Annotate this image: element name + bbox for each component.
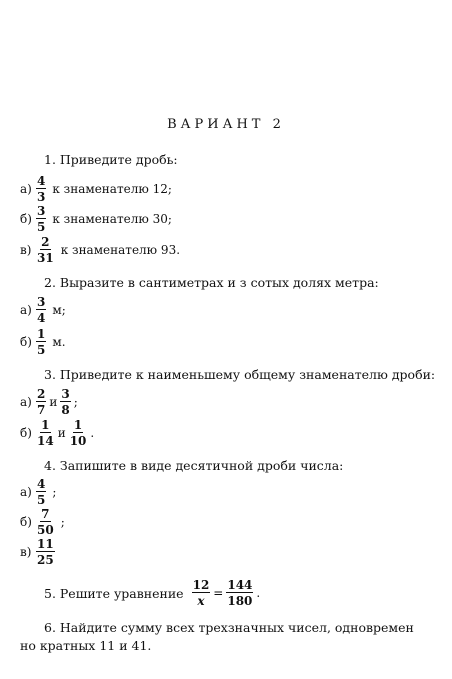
numerator: 4 bbox=[37, 477, 46, 491]
numerator: 144 bbox=[227, 578, 253, 592]
numerator: 11 bbox=[37, 537, 54, 551]
numerator: 4 bbox=[37, 174, 46, 188]
denominator: 5 bbox=[37, 343, 46, 357]
denominator: 10 bbox=[69, 434, 87, 448]
fraction bbox=[192, 579, 211, 607]
denominator: 5 bbox=[37, 220, 46, 234]
item-label: б) bbox=[20, 212, 32, 226]
item-text: к знаменателю 30; bbox=[52, 212, 172, 226]
item-label: а) bbox=[20, 485, 32, 499]
denominator: x bbox=[197, 594, 205, 608]
fraction bbox=[36, 296, 46, 324]
q3-item-b bbox=[20, 419, 94, 447]
numerator: 3 bbox=[37, 204, 46, 218]
item-text: ; bbox=[60, 515, 65, 529]
fraction bbox=[36, 419, 55, 447]
denominator: 8 bbox=[61, 403, 70, 417]
numerator: 1 bbox=[41, 418, 50, 432]
fraction bbox=[36, 388, 46, 416]
q1-item-a bbox=[20, 175, 172, 203]
fraction bbox=[226, 579, 253, 607]
item-label: б) bbox=[20, 335, 32, 349]
punctuation: . bbox=[256, 586, 261, 600]
punctuation: . bbox=[90, 426, 95, 440]
denominator: 50 bbox=[37, 523, 54, 537]
punctuation: ; bbox=[73, 395, 78, 409]
q6-line1: 6. Найдите сумму всех трехзначных чисел, одновремен bbox=[44, 620, 414, 635]
q4-item-a bbox=[20, 478, 56, 506]
item-label: а) bbox=[20, 303, 32, 317]
item-text: к знаменателю 12; bbox=[52, 182, 172, 196]
numerator: 12 bbox=[192, 578, 210, 592]
numerator: 3 bbox=[37, 295, 46, 309]
q2-header: 2. Выразите в сантиметрах и з сотых долях метра: bbox=[44, 275, 379, 290]
denominator: 4 bbox=[37, 311, 46, 325]
item-label: б) bbox=[20, 426, 32, 440]
item-label: б) bbox=[20, 515, 32, 529]
equals-sign: = bbox=[213, 586, 224, 600]
item-label: в) bbox=[20, 545, 32, 559]
q3-item-a bbox=[20, 388, 78, 416]
q1-item-b bbox=[20, 205, 172, 233]
q2-item-a bbox=[20, 296, 66, 324]
fraction bbox=[36, 508, 55, 536]
denominator: 14 bbox=[37, 434, 54, 448]
item-text: ; bbox=[52, 485, 57, 499]
fraction bbox=[36, 538, 55, 566]
denominator: 5 bbox=[37, 493, 46, 507]
fraction bbox=[36, 205, 46, 233]
q5-equation bbox=[44, 577, 260, 609]
q1-header: 1. Приведите дробь: bbox=[44, 152, 178, 167]
q2-item-b bbox=[20, 328, 66, 356]
q5-text: 5. Решите уравнение bbox=[44, 585, 184, 601]
numerator: 1 bbox=[37, 327, 46, 341]
numerator: 1 bbox=[73, 418, 83, 432]
fraction bbox=[69, 419, 88, 447]
numerator: 7 bbox=[41, 507, 50, 521]
q3-header: 3. Приведите к наименьшему общему знаменателю дроби: bbox=[44, 367, 436, 382]
variant-title: ВАРИАНТ 2 bbox=[167, 117, 285, 132]
item-text: к знаменателю 93. bbox=[60, 243, 181, 257]
numerator: 2 bbox=[41, 235, 50, 249]
fraction bbox=[36, 175, 46, 203]
item-text: м. bbox=[52, 335, 66, 349]
denominator: 31 bbox=[37, 251, 54, 265]
denominator: 7 bbox=[37, 403, 46, 417]
conjunction: и bbox=[57, 426, 66, 440]
q4-header: 4. Запишите в виде десятичной дроби числа: bbox=[44, 458, 344, 473]
q4-item-c bbox=[20, 538, 61, 566]
q6-line2: но кратных 11 и 41. bbox=[20, 638, 152, 653]
denominator: 3 bbox=[37, 190, 46, 204]
q4-item-b bbox=[20, 508, 65, 536]
fraction bbox=[36, 236, 55, 264]
conjunction: и bbox=[49, 395, 58, 409]
item-label: а) bbox=[20, 395, 32, 409]
numerator: 3 bbox=[61, 387, 70, 401]
fraction bbox=[36, 478, 46, 506]
fraction bbox=[36, 328, 46, 356]
item-text: м; bbox=[52, 303, 66, 317]
denominator: 180 bbox=[227, 594, 253, 608]
denominator: 25 bbox=[37, 553, 54, 567]
item-label: в) bbox=[20, 243, 32, 257]
q1-item-c bbox=[20, 236, 180, 264]
fraction bbox=[60, 388, 70, 416]
numerator: 2 bbox=[37, 387, 46, 401]
item-label: а) bbox=[20, 182, 32, 196]
